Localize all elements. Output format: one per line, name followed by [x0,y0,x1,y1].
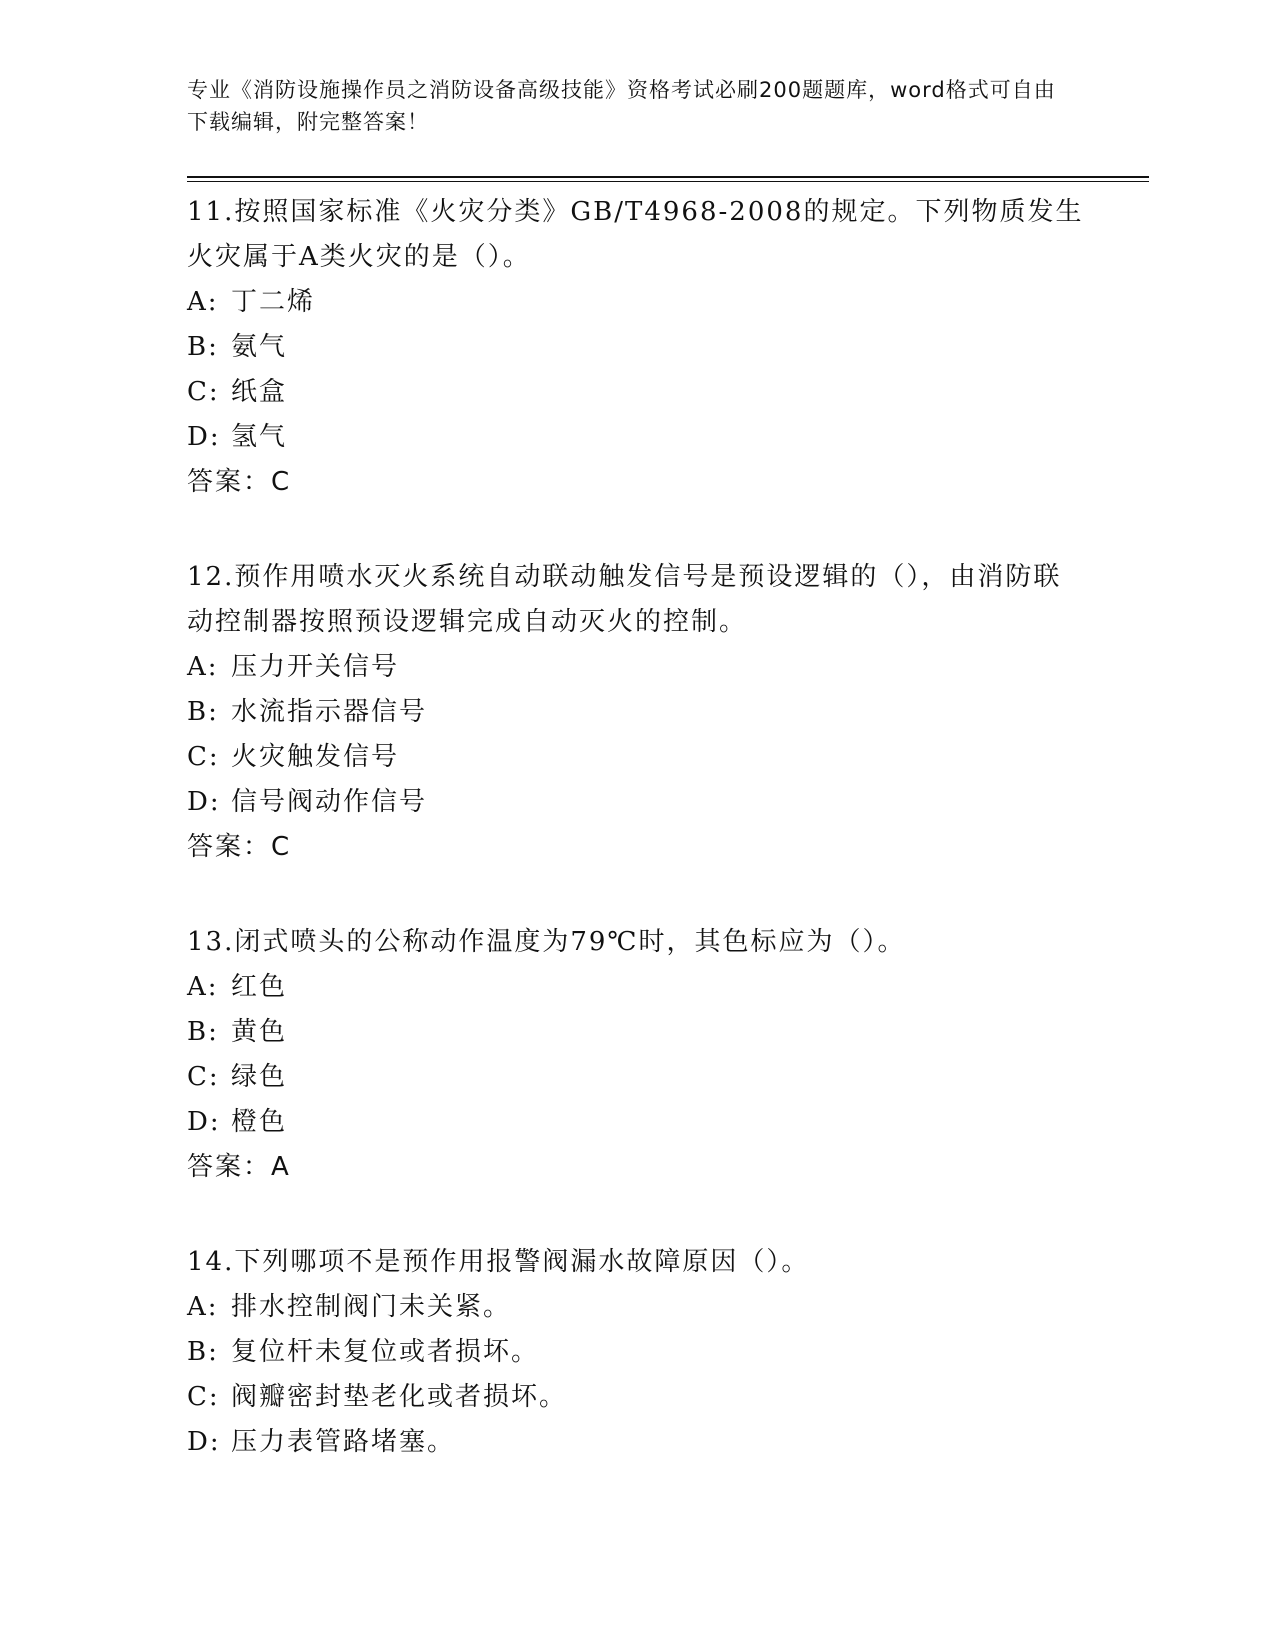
option-c [187,1055,1087,1100]
option-b [187,325,1087,370]
option-c [187,735,1087,780]
option-text: 红色 [231,972,288,1002]
option-text: 排水控制阀门未关紧。 [231,1292,512,1322]
option-letter: B: [187,332,219,362]
option-letter: D: [187,787,221,817]
question-list [187,190,1087,1515]
option-letter: C: [187,1382,220,1412]
answer-label: 答案：A [187,1152,291,1182]
question-14 [187,1240,1087,1465]
option-text: 火灾触发信号 [231,742,400,772]
header-divider-thick [187,176,1149,178]
option-d [187,780,1087,825]
document-header: 专业《消防设施操作员之消防设备高级技能》资格考试必刷200题题库，word格式可自由下载编辑，附完整答案！ [187,78,1056,134]
option-letter: A: [187,1292,219,1322]
option-d [187,415,1087,460]
option-a [187,965,1087,1010]
option-text: 纸盒 [231,377,288,407]
option-letter: A: [187,652,219,682]
option-a [187,645,1087,690]
option-text: 信号阀动作信号 [231,787,428,817]
option-text: 氨气 [231,332,288,362]
question-11 [187,190,1087,505]
answer-label: 答案：C [187,467,292,497]
option-letter: D: [187,422,221,452]
option-letter: A: [187,972,219,1002]
answer-label: 答案：C [187,832,292,862]
question-stem: 14.下列哪项不是预作用报警阀漏水故障原因（）。 [187,1247,810,1277]
option-text: 氢气 [231,422,288,452]
option-letter: C: [187,377,220,407]
option-text: 黄色 [231,1017,288,1047]
option-text: 水流指示器信号 [231,697,428,727]
question-stem: 12.预作用喷水灭火系统自动联动触发信号是预设逻辑的（），由消防联动控制器按照预设逻辑完成自动灭火的控制。 [187,562,1062,637]
option-text: 绿色 [231,1062,288,1092]
option-letter: C: [187,742,220,772]
option-letter: C: [187,1062,220,1092]
question-stem: 13.闭式喷头的公称动作温度为79℃时，其色标应为（）。 [187,927,906,957]
question-12 [187,555,1087,870]
option-letter: B: [187,1017,219,1047]
header-divider-thin [187,181,1149,182]
option-letter: D: [187,1427,221,1457]
option-b [187,1330,1087,1375]
option-b [187,1010,1087,1055]
question-stem: 11.按照国家标准《火灾分类》GB/T4968-2008的规定。下列物质发生火灾属于A类火灾的是（）。 [187,197,1084,272]
option-d [187,1420,1087,1465]
option-letter: B: [187,1337,219,1367]
option-text: 压力表管路堵塞。 [231,1427,456,1457]
option-b [187,690,1087,735]
option-letter: A: [187,287,219,317]
option-text: 丁二烯 [231,287,316,317]
option-c [187,370,1087,415]
question-13 [187,920,1087,1190]
option-a [187,280,1087,325]
option-letter: B: [187,697,219,727]
option-text: 压力开关信号 [231,652,400,682]
option-text: 橙色 [231,1107,288,1137]
option-d [187,1100,1087,1145]
option-letter: D: [187,1107,221,1137]
option-text: 复位杆未复位或者损坏。 [231,1337,540,1367]
option-text: 阀瓣密封垫老化或者损坏。 [231,1382,568,1412]
option-a [187,1285,1087,1330]
option-c [187,1375,1087,1420]
